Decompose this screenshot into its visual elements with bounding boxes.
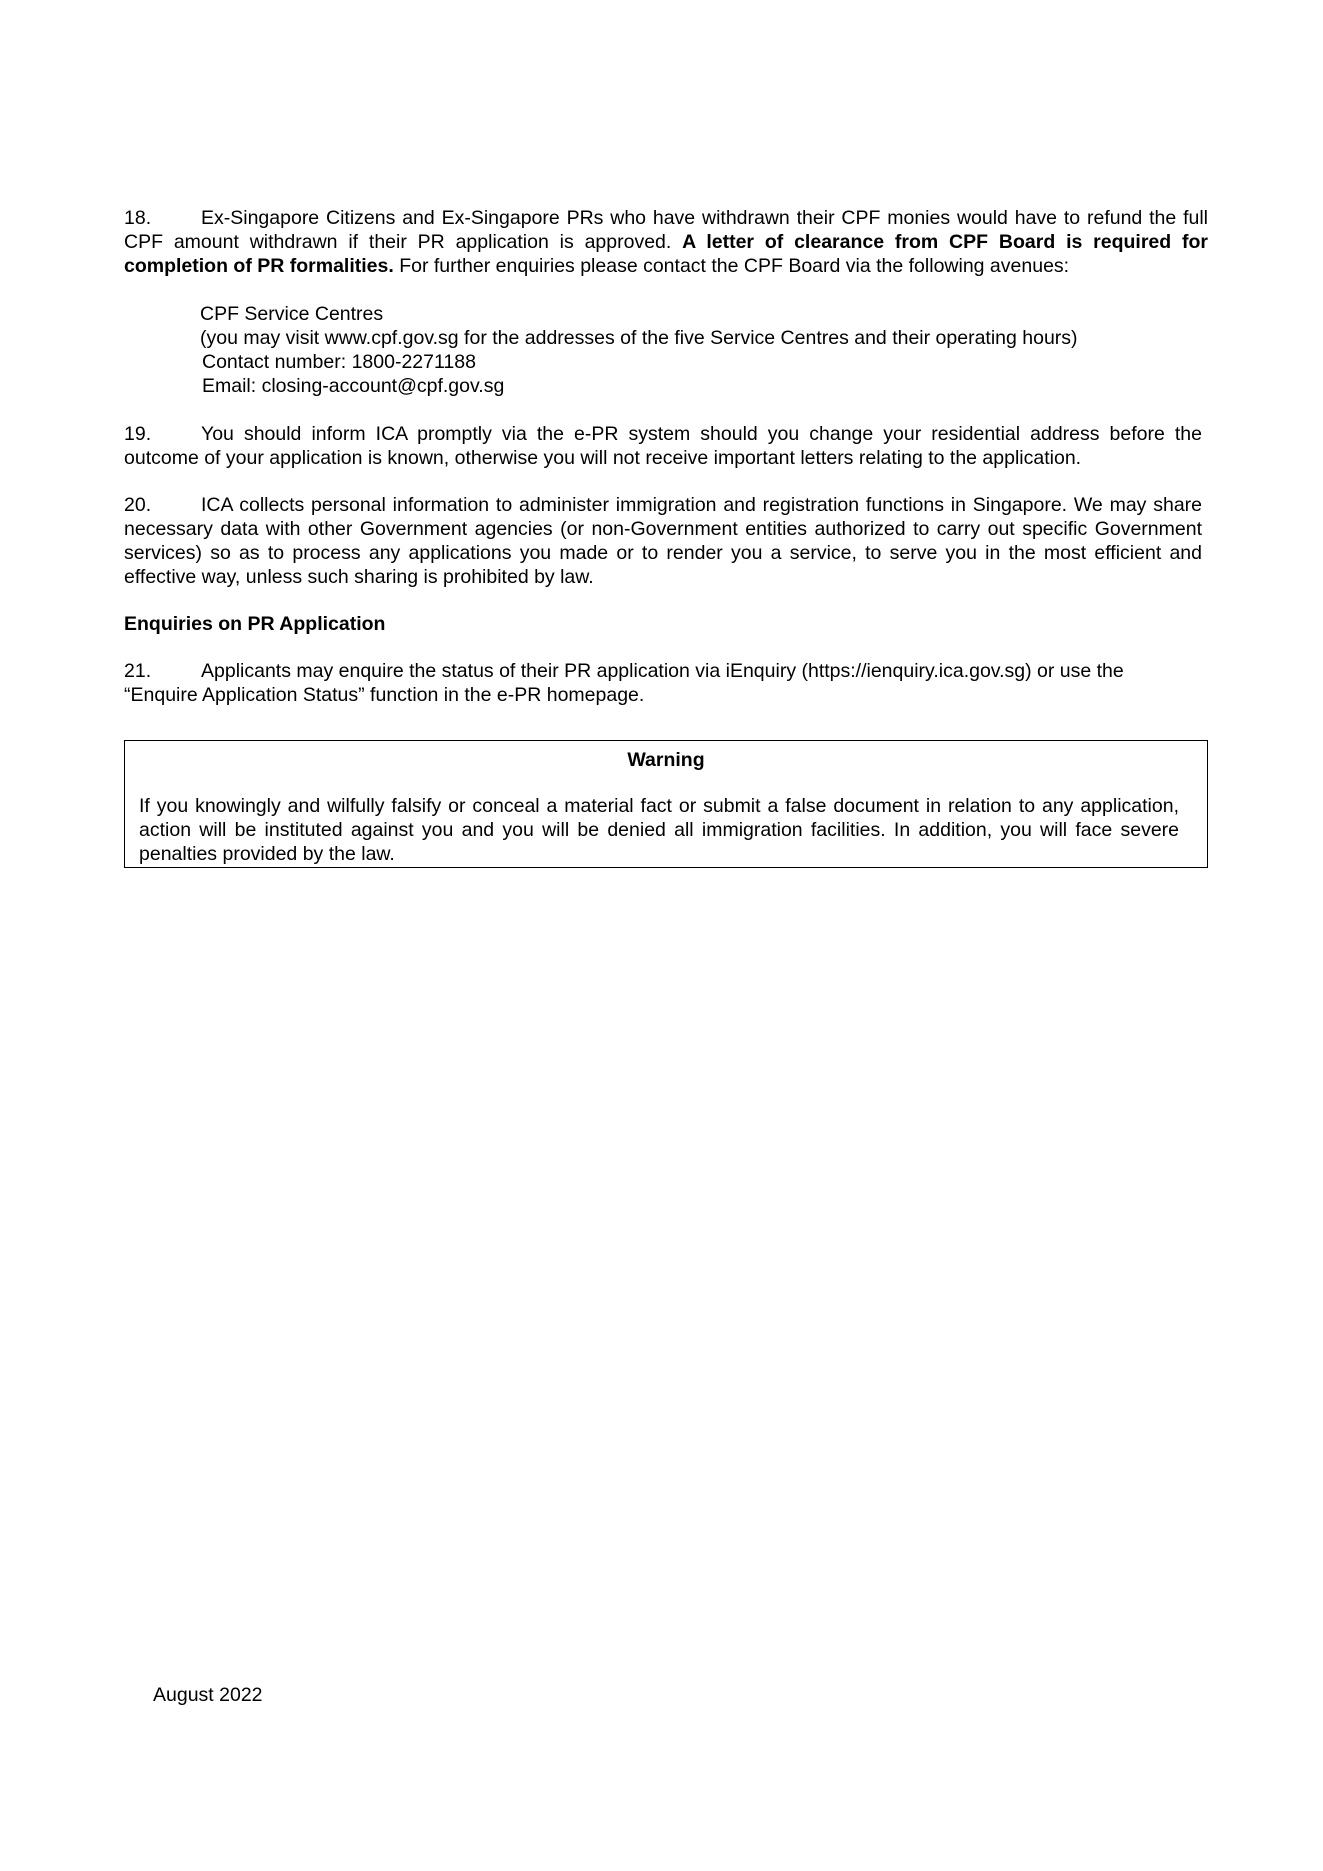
paragraph-text-line-1: Applicants may enquire the status of their PR application via iEnquiry (https://ienquiry.ica.gov.sg) or use the bbox=[201, 660, 1124, 682]
paragraph-text: ICA collects personal information to administer immigration and registration functions in Singapore. We may share necessary data with other Government agencies (or non-Government entities authorized to carry out specific Government services) so as to process any applications you made or to render you a service, to serve you in the most efficient and effective way, unless such sharing is prohibited by law. bbox=[124, 494, 1202, 588]
paragraph-number: 21. bbox=[124, 660, 152, 682]
cpf-contact-block bbox=[200, 302, 1200, 398]
paragraph-21 bbox=[124, 659, 1208, 707]
paragraph-19 bbox=[124, 422, 1202, 470]
paragraph-number: 19. bbox=[124, 423, 152, 445]
cpf-website-note: (you may visit www.cpf.gov.sg for the addresses of the five Service Centres and their operating hours) bbox=[200, 327, 1078, 349]
paragraph-text: You should inform ICA promptly via the e-PR system should you change your residential address before the outcome of your application is known, otherwise you will not receive important letters relating to the application. bbox=[124, 423, 1202, 469]
paragraph-number: 18. bbox=[124, 207, 152, 229]
paragraph-18 bbox=[124, 206, 1208, 278]
paragraph-text-continued: For further enquiries please contact the CPF Board via the following avenues: bbox=[393, 255, 1070, 277]
section-heading: Enquiries on PR Application bbox=[124, 613, 386, 635]
cpf-service-centres-label: CPF Service Centres bbox=[200, 303, 384, 325]
cpf-contact-number: Contact number: 1800-2271188 bbox=[202, 351, 476, 373]
paragraph-text-line-2: “Enquire Application Status” function in the e-PR homepage. bbox=[124, 684, 645, 706]
footer-date: August 2022 bbox=[153, 1684, 263, 1706]
warning-title: Warning bbox=[627, 749, 705, 771]
cpf-email: Email: closing-account@cpf.gov.sg bbox=[202, 375, 505, 397]
paragraph-text: Ex-Singapore Citizens and Ex-Singapore PRs who have withdrawn their CPF monies would have to refund the full CPF amount withdrawn if their PR application is approved. bbox=[124, 207, 1208, 253]
warning-text: If you knowingly and wilfully falsify or conceal a material fact or submit a false document in relation to any application, action will be instituted against you and you will be denied all immigration facilities. In addition, you will face severe penalties provided by the law. bbox=[139, 795, 1179, 865]
warning-box bbox=[124, 740, 1208, 868]
paragraph-bold-text: A letter of clearance from CPF Board is required for completion of PR formalities. bbox=[124, 231, 1208, 277]
paragraph-number: 20. bbox=[124, 494, 152, 516]
paragraph-20 bbox=[124, 493, 1202, 589]
